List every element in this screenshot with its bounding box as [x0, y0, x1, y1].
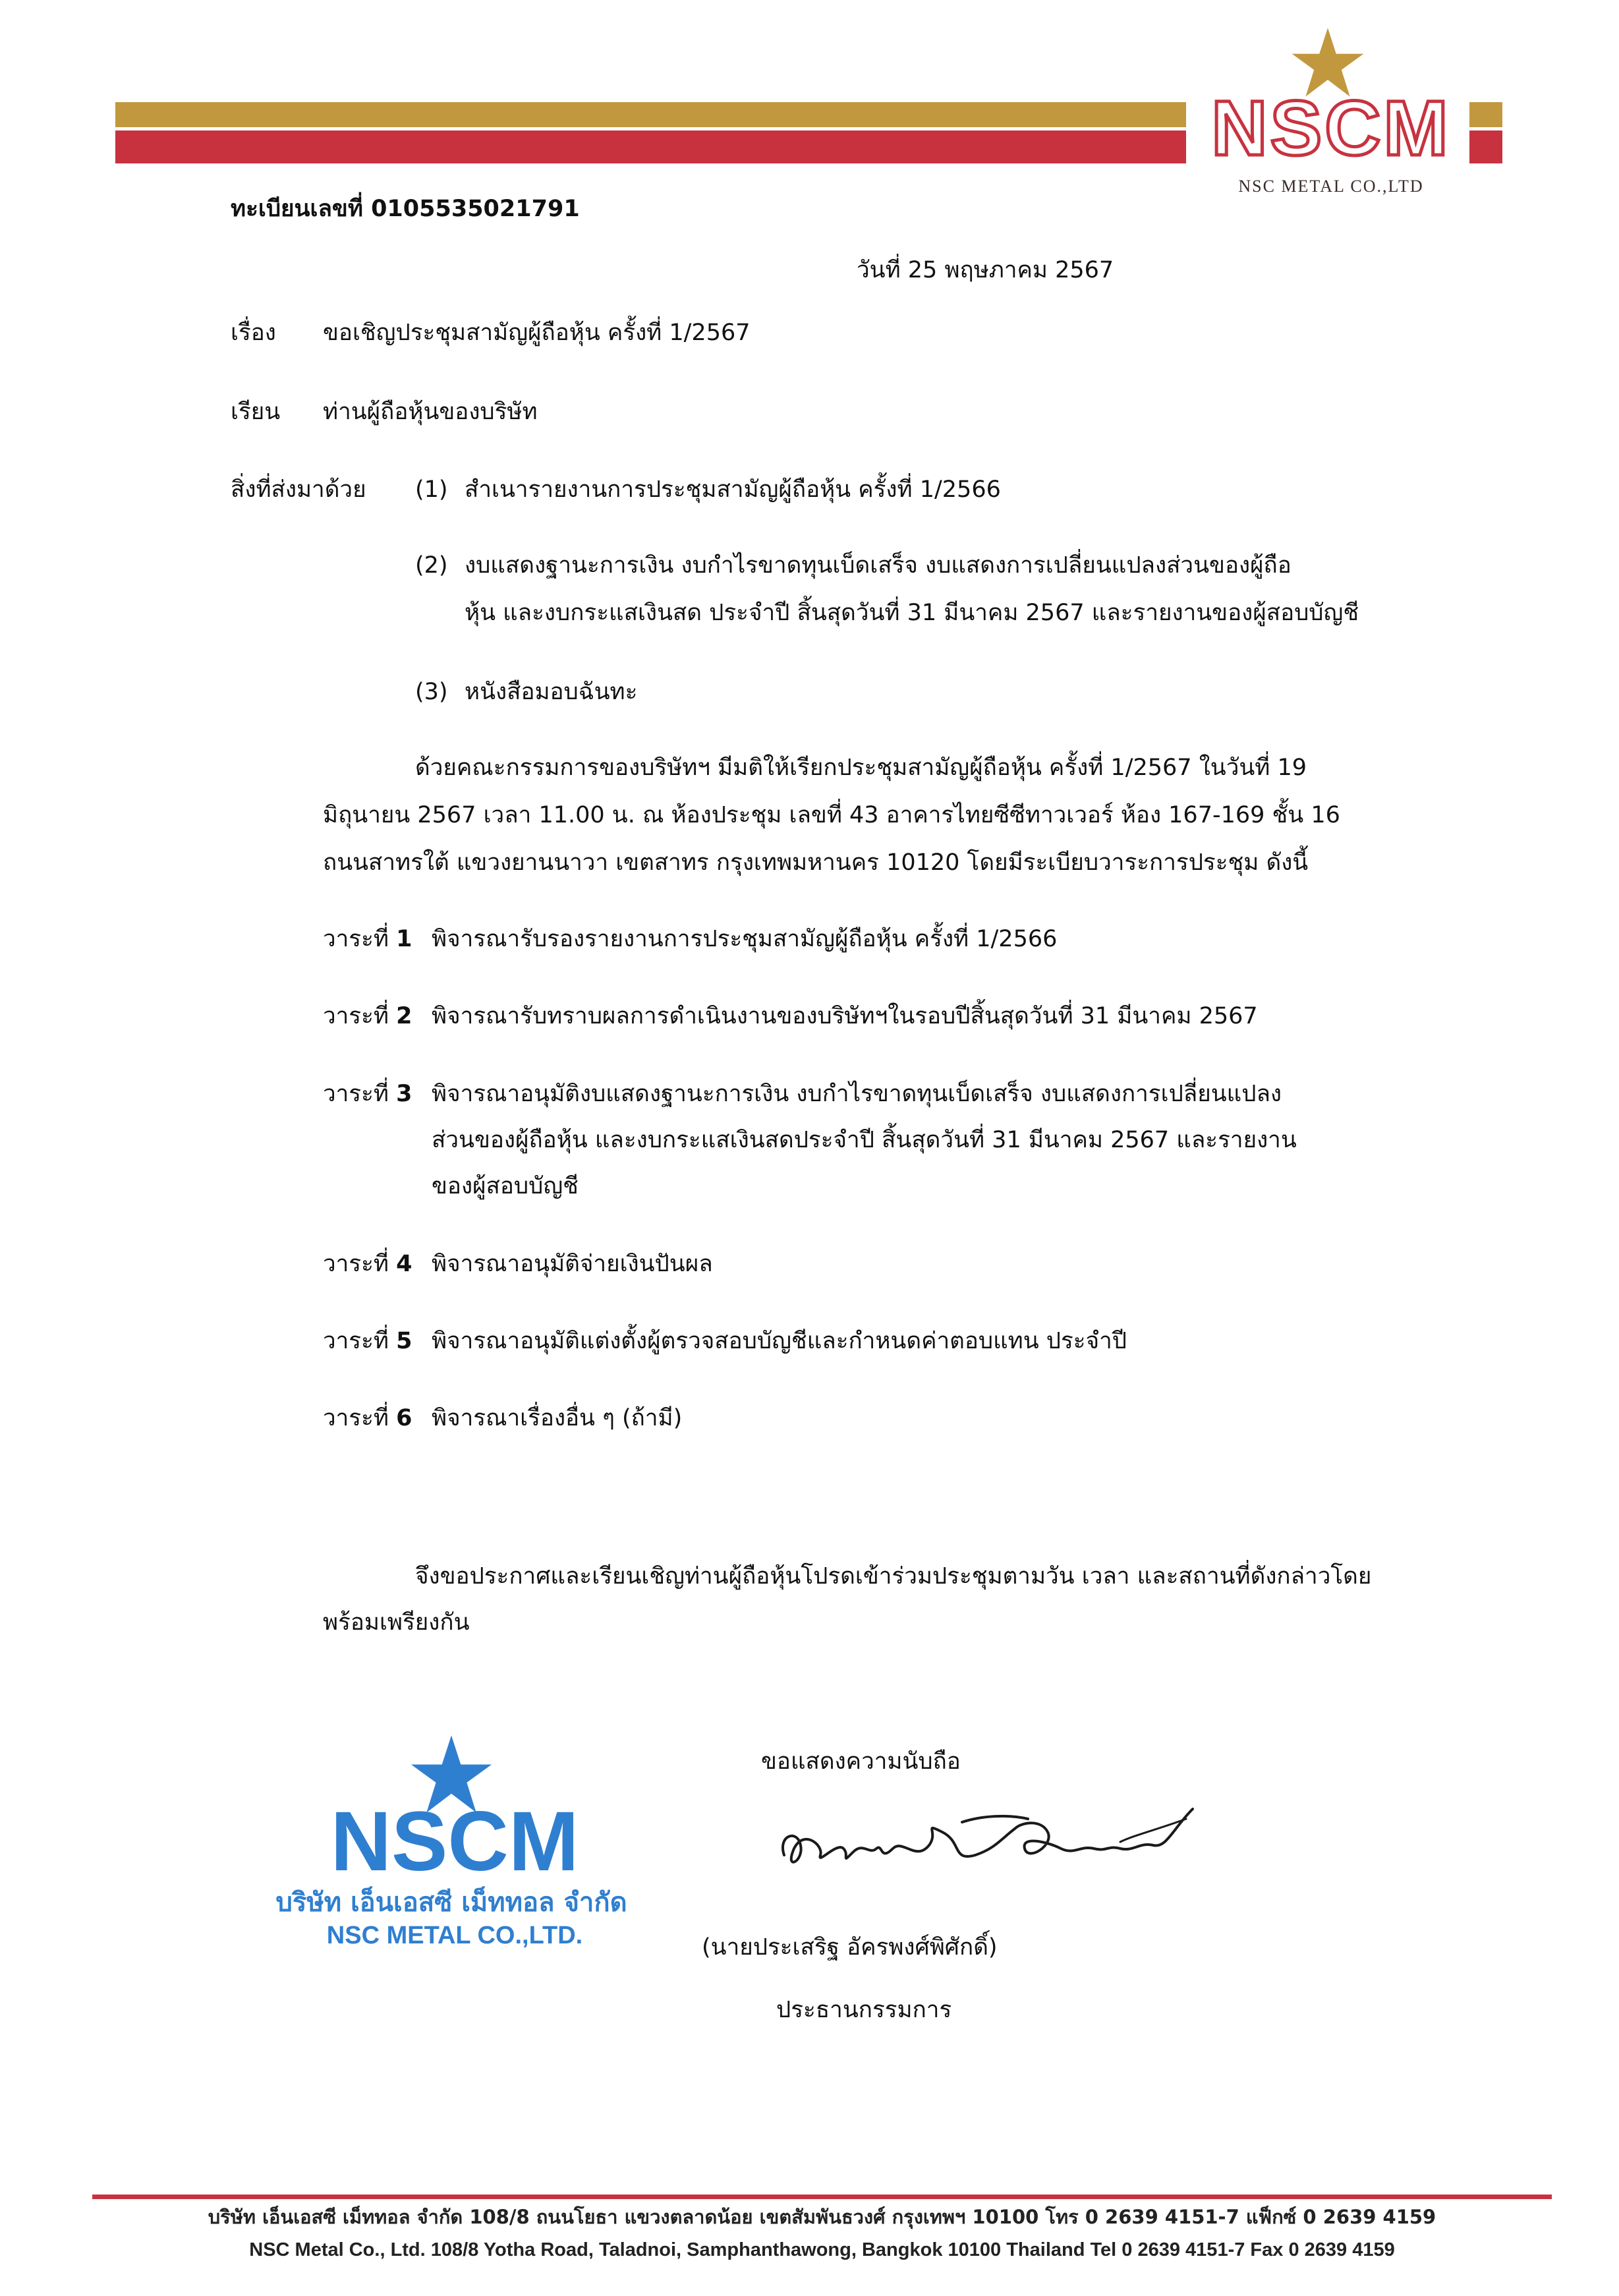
registration-number: ทะเบียนเลขที่ 0105535021791: [231, 196, 580, 222]
footer-address-english: NSC Metal Co., Ltd. 108/8 Yotha Road, Taladnoi, Samphanthawong, Bangkok 10100 Thailand Tel 0 2639 4151-7 Fax 0 2639 4159: [249, 2239, 1395, 2260]
agenda-text-1: พิจารณารับรองรายงานการประชุมสามัญผู้ถือหุ้น ครั้งที่ 1/2566: [432, 926, 1058, 952]
body-line-3: ถนนสาทรใต้ แขวงยานนาวา เขตสาทร กรุงเทพมหานคร 10120 โดยมีระเบียบวาระการประชุม ดังนี้: [323, 849, 1309, 876]
agenda-label-1: วาระที่ 1: [323, 926, 412, 952]
enclosure-text-2-line-1: งบแสดงฐานะการเงิน งบกำไรขาดทุนเบ็ดเสร็จ งบแสดงการเปลี่ยนแปลงส่วนของผู้ถือ: [465, 552, 1292, 579]
enclosures-label: สิ่งที่ส่งมาด้วย: [231, 476, 366, 503]
agenda-label-2: วาระที่ 2: [323, 1003, 412, 1029]
agenda-text-6: พิจารณาเรื่องอื่น ๆ (ถ้ามี): [432, 1405, 683, 1431]
enclosure-text-1: สำเนารายงานการประชุมสามัญผู้ถือหุ้น ครั้งที่ 1/2566: [465, 476, 1001, 503]
signatory-name: (นายประเสริฐ อัครพงศ์พิศักดิ์): [702, 1934, 998, 1961]
header-red-bar: [115, 130, 1186, 163]
enclosure-text-3: หนังสือมอบฉันทะ: [465, 679, 638, 705]
recipient-label: เรียน: [231, 399, 281, 425]
body-line-2: มิถุนายน 2567 เวลา 11.00 น. ณ ห้องประชุม เลขที่ 43 อาคารไทยซีซีทาวเวอร์ ห้อง 167-169 ชั้น 16: [323, 802, 1340, 828]
signature: [764, 1783, 1212, 1901]
agenda-text-3-line-2: ส่วนของผู้ถือหุ้น และงบกระแสเงินสดประจำปี สิ้นสุดวันที่ 31 มีนาคม 2567 และรายงาน: [432, 1127, 1297, 1153]
recipient-text: ท่านผู้ถือหุ้นของบริษัท: [323, 399, 538, 425]
agenda-label-3: วาระที่ 3: [323, 1081, 412, 1107]
footer-address-thai: บริษัท เอ็นเอสซี เม็ททอล จำกัด 108/8 ถนนโยธา แขวงตลาดน้อย เขตสัมพันธวงศ์ กรุงเทพฯ 10100 โทร 0 2639 4151-7 แฟ็กซ์ 0 2639 4159: [208, 2206, 1436, 2228]
agenda-label-5: วาระที่ 5: [323, 1328, 412, 1354]
stamp-name: NSCM: [330, 1794, 579, 1889]
agenda-label-6: วาระที่ 6: [323, 1405, 412, 1431]
letter-date: วันที่ 25 พฤษภาคม 2567: [857, 257, 1114, 283]
agenda-text-5: พิจารณาอนุมัติแต่งตั้งผู้ตรวจสอบบัญชีและกำหนดค่าตอบแทน ประจำปี: [432, 1328, 1127, 1354]
regards-text: ขอแสดงความนับถือ: [761, 1748, 961, 1775]
header-red-bar-end: [1466, 130, 1502, 163]
closing-line-1: จึงขอประกาศและเรียนเชิญท่านผู้ถือหุ้นโปรดเข้าร่วมประชุมตามวัน เวลา และสถานที่ดังกล่าวโดย: [415, 1563, 1372, 1590]
logo-subtitle: NSC METAL CO.,LTD: [1238, 177, 1424, 196]
header-gold-bar-end: [1466, 102, 1502, 127]
signatory-title: ประธานกรรมการ: [776, 1997, 952, 2023]
enclosure-num-3: (3): [415, 679, 448, 705]
closing-line-2: พร้อมเพรียงกัน: [323, 1609, 470, 1636]
agenda-text-2: พิจารณารับทราบผลการดำเนินงานของบริษัทฯในรอบปีสิ้นสุดวันที่ 31 มีนาคม 2567: [432, 1003, 1258, 1029]
logo-name: NSCM: [1211, 85, 1451, 172]
agenda-text-4: พิจารณาอนุมัติจ่ายเงินปันผล: [432, 1251, 713, 1277]
stamp-thai-name: บริษัท เอ็นเอสซี เม็ททอล จำกัด: [275, 1887, 627, 1918]
stamp-english-name: NSC METAL CO.,LTD.: [326, 1922, 583, 1949]
header-gold-bar: [115, 102, 1186, 127]
subject-text: ขอเชิญประชุมสามัญผู้ถือหุ้น ครั้งที่ 1/2567: [323, 320, 751, 346]
footer-divider: [92, 2195, 1552, 2199]
agenda-label-4: วาระที่ 4: [323, 1251, 412, 1277]
enclosure-text-2-line-2: หุ้น และงบกระแสเงินสด ประจำปี สิ้นสุดวันที่ 31 มีนาคม 2567 และรายงานของผู้สอบบัญชี: [465, 600, 1359, 626]
body-line-1: ด้วยคณะกรรมการของบริษัทฯ มีมติให้เรียกประชุมสามัญผู้ถือหุ้น ครั้งที่ 1/2567 ในวันที่ 19: [415, 755, 1307, 781]
agenda-text-3-line-1: พิจารณาอนุมัติงบแสดงฐานะการเงิน งบกำไรขาดทุนเบ็ดเสร็จ งบแสดงการเปลี่ยนแปลง: [432, 1081, 1282, 1107]
enclosure-num-2: (2): [415, 552, 448, 579]
subject-label: เรื่อง: [231, 320, 276, 346]
enclosure-num-1: (1): [415, 476, 448, 503]
agenda-text-3-line-3: ของผู้สอบบัญชี: [432, 1173, 579, 1199]
